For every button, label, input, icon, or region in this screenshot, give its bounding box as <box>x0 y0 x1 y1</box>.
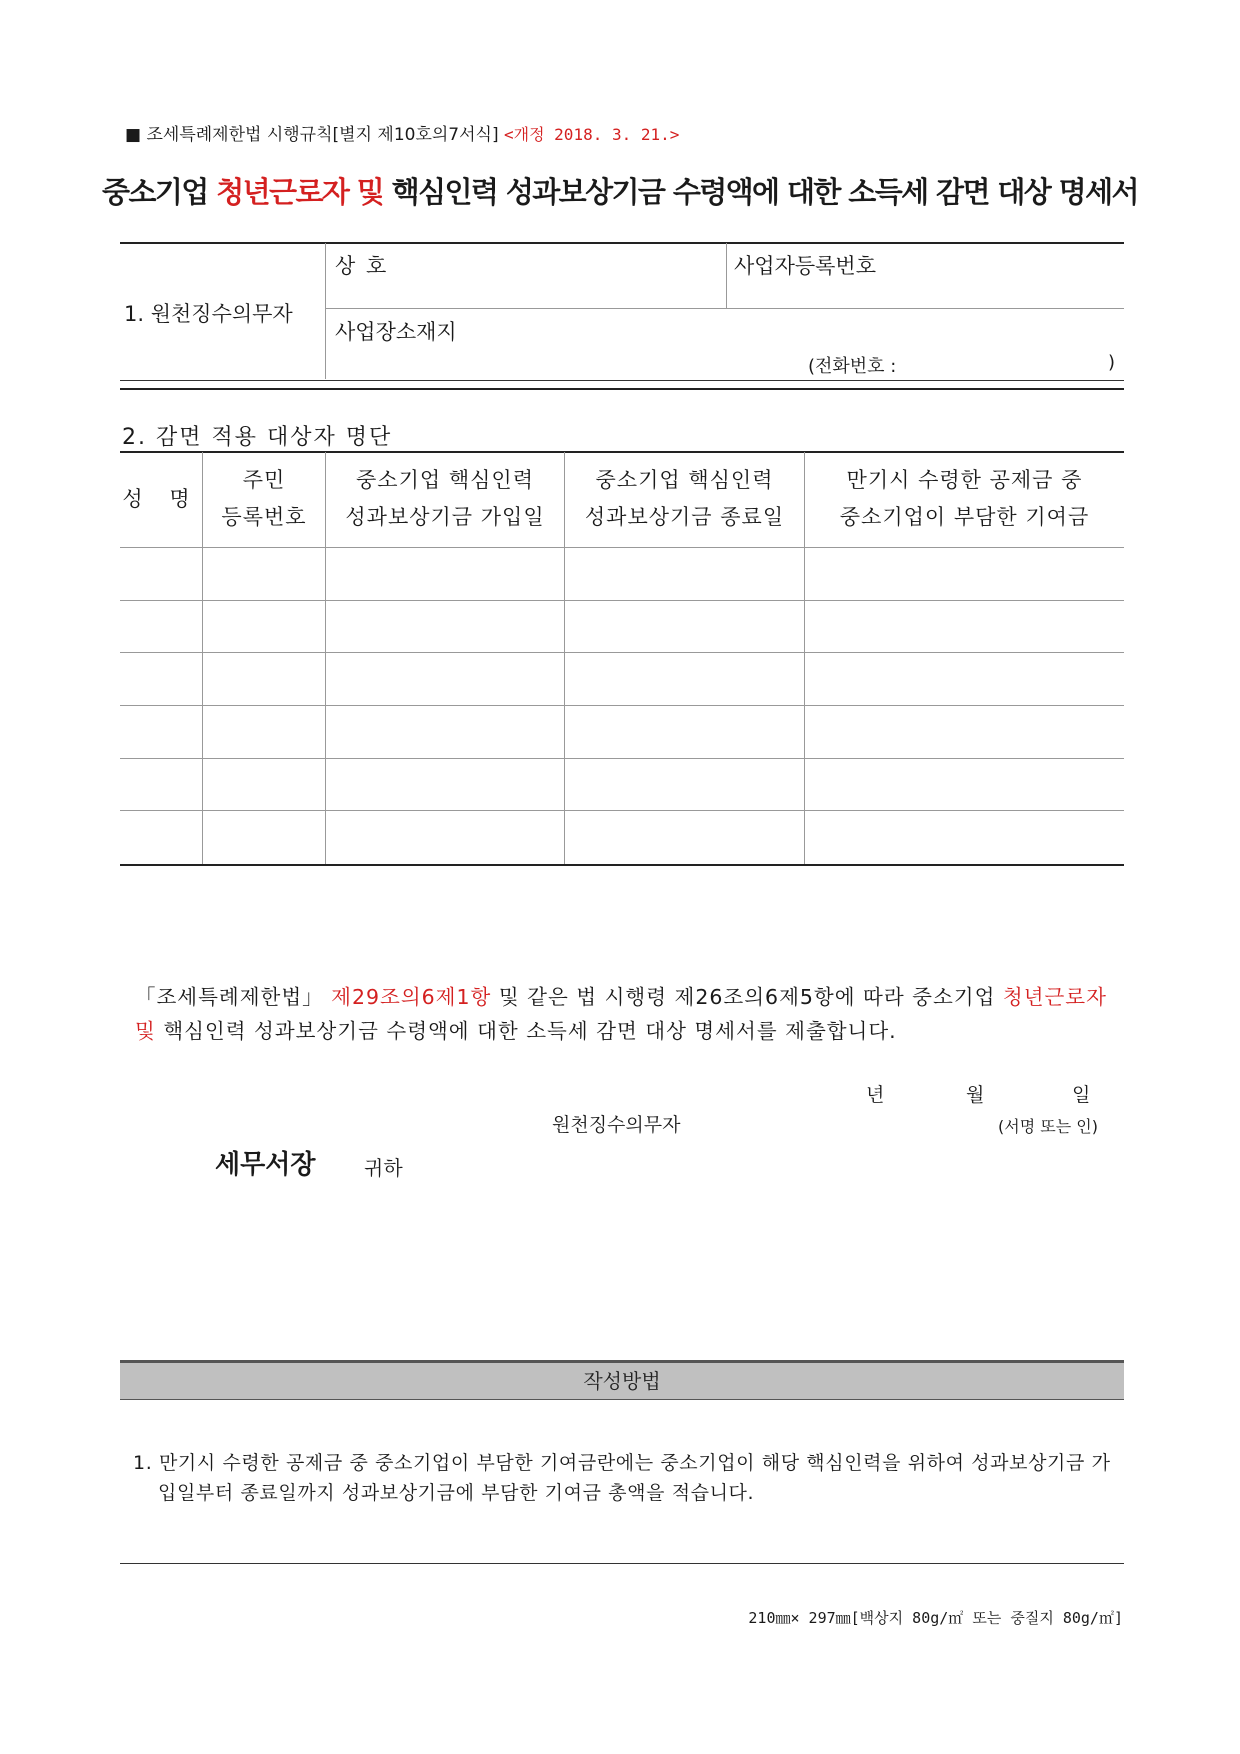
section1-bottom-line <box>120 380 1124 381</box>
address-label: 사업장소재지 <box>335 320 457 344</box>
title-part1: 중소기업 <box>102 175 217 209</box>
business-reg-label: 사업자등록번호 <box>734 254 877 278</box>
month-label: 월 <box>966 1084 985 1106</box>
decl-middle: 및 같은 법 시행령 제26조의6제5항에 따라 중소기업 <box>491 985 1003 1009</box>
decl-law: 「조세특례제한법」 <box>135 985 332 1009</box>
col-header-resident-no <box>203 462 325 536</box>
decl-end: 핵심인력 성과보상기금 수령액에 대한 소득세 감면 대상 명세서를 제출합니다. <box>155 1019 897 1043</box>
col-header-resident-no-line2: 등록번호 <box>221 505 307 529</box>
guide-title: 작성방법 <box>583 1369 661 1393</box>
table-row[interactable] <box>120 601 1124 652</box>
col-header-end-date-line1: 중소기업 핵심인력 <box>595 468 774 492</box>
col-header-name-text: 성 명 <box>122 487 200 511</box>
section2-top-border <box>120 451 1124 453</box>
col-header-end-date-line2: 성과보상기금 종료일 <box>584 505 785 529</box>
declaration-text <box>135 980 1115 1048</box>
day-label: 일 <box>1072 1084 1091 1106</box>
form-reference <box>125 120 679 145</box>
col-header-resident-no-line1: 주민 <box>242 468 286 492</box>
phone-label: (전화번호 : <box>808 356 897 377</box>
col-header-join-date-line1: 중소기업 핵심인력 <box>356 468 534 492</box>
regulation-text: 조세특례제한법 시행규칙[별지 제10호의7서식] <box>146 125 499 145</box>
table-bottom-border <box>120 864 1124 866</box>
guide-header <box>120 1360 1124 1400</box>
col-header-join-date <box>326 462 564 536</box>
year-label: 년 <box>866 1084 885 1106</box>
phone-close: ) <box>1108 352 1116 373</box>
decl-article: 제29조의6제1항 <box>331 985 492 1009</box>
guide-bottom-line <box>120 1563 1124 1564</box>
tax-office-label: 세무서장 <box>215 1150 316 1180</box>
revision-date: <개정 2018. 3. 21.> <box>504 125 680 144</box>
section2-title: 2. 감면 적용 대상자 명단 <box>122 425 393 450</box>
title-part2: 핵심인력 성과보상기금 수령액에 대한 소득세 감면 대상 명세서 <box>383 175 1138 209</box>
page-title <box>0 170 1240 211</box>
sign-note: (서명 또는 인) <box>998 1117 1098 1136</box>
table-row[interactable] <box>120 706 1124 758</box>
section1-top-border <box>120 242 1124 244</box>
col-header-contribution-line1: 만기시 수령한 공제금 중 <box>846 468 1083 492</box>
section1-mid-line <box>326 308 1124 309</box>
withholder-sign-label: 원천징수의무자 <box>552 1114 681 1136</box>
col-header-join-date-line2: 성과보상기금 가입일 <box>345 505 545 529</box>
table-row[interactable] <box>120 759 1124 810</box>
square-marker-icon: ■ <box>125 125 142 145</box>
section1-divider-2 <box>726 243 727 308</box>
recipient-rows <box>120 548 1124 864</box>
withholder-label: 1. 원천징수의무자 <box>124 302 293 326</box>
company-name-label: 상 호 <box>335 254 389 278</box>
guide-item-text: 1. 만기시 수령한 공제금 중 중소기업이 부담한 기여금란에는 중소기업이 해당 핵심인력을 위하여 성과보상기금 가입일부터 종료일까지 성과보상기금에 부담한 기여금 총액을 적습니다. <box>133 1452 1111 1504</box>
paper-spec: 210㎜× 297㎜[백상지 80g/㎡ 또는 중질지 80g/㎡] <box>748 1609 1123 1627</box>
col-header-name <box>120 481 202 518</box>
section1-bottom-double <box>120 388 1124 390</box>
guide-item <box>133 1448 1123 1508</box>
table-row[interactable] <box>120 548 1124 600</box>
honorific: 귀하 <box>364 1156 403 1180</box>
section1-divider <box>325 243 326 379</box>
col-header-contribution <box>805 462 1124 536</box>
table-row[interactable] <box>120 653 1124 705</box>
col-header-contribution-line2: 중소기업이 부담한 기여금 <box>839 505 1090 529</box>
title-red: 청년근로자 및 <box>216 175 384 209</box>
col-header-end-date <box>565 462 804 536</box>
table-row[interactable] <box>120 811 1124 864</box>
decl-youth: 청년근로자 및 <box>135 985 1107 1043</box>
